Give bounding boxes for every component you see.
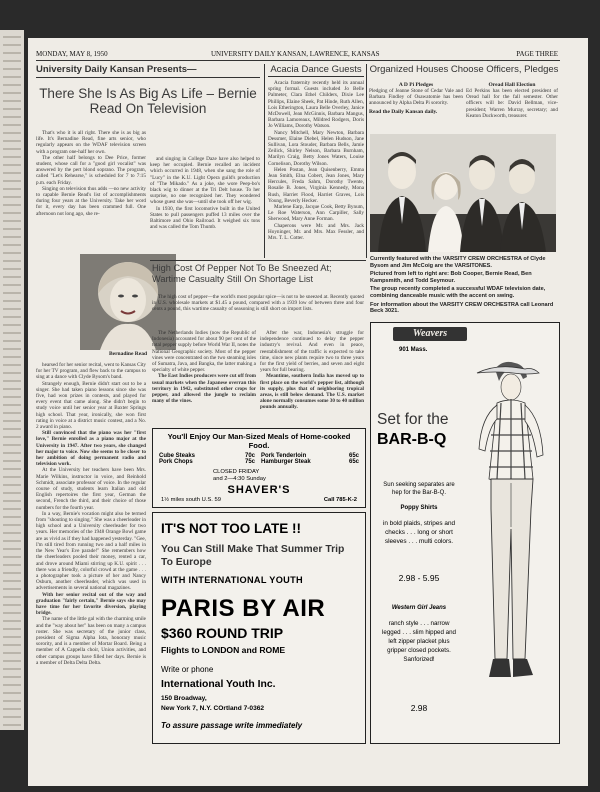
organized-headline: Organized Houses Choose Officers, Pledges: [369, 64, 559, 75]
acacia-headline: Acacia Dance Guests: [268, 64, 364, 77]
travel-h3: WITH INTERNATIONAL YOUTH: [161, 575, 303, 585]
pepper-para: After the war, Indonesia's struggle for independence continued to delay the pepper industry's revival. And even in peace, reestablishment of the traffic is expected to take time, since new plants require two to three years for the first yield of berries, and seven and eight years for full bearing.: [260, 330, 364, 374]
shavers-name: SHAVER'S: [227, 484, 291, 496]
poppy-shirts-price: 2.98 - 5.95: [398, 573, 440, 583]
weavers-logo: Weavers: [412, 328, 448, 339]
feature-para-bold: With her senior recital out of the way and graduation "fairly certain," Bernie says she may have time for her favorite diversion, playing bridge.: [36, 591, 146, 617]
varsity-cap-line: The group recently completed a successful WDAF television date, combining danceable music with the accent on swing.: [370, 286, 546, 299]
pepper-headline: High Cost Of Pepper Not To Be Sneezed At; Wartime Casualty Still On Shortage List: [152, 263, 332, 284]
menu-item: [261, 459, 359, 465]
jeans-desc: ranch style . . . narrow legged . . . slim hipped and left zipper placket plus gripper closed pockets. Sanforized!: [382, 620, 456, 663]
acacia-para: Nancy Mitchell, Mary Newton, Barbara Dessmer, Elaine Diebel, Helen Hudson, Jane Sullivan, Lora Stouder, Barbara Bells, Jamie Zeilick, Shirley Nelson, Barbara Burnham, Marilyn Craig, Betty Jones Waters, Louise Cornelison, Dorothy Wilson.: [268, 129, 364, 167]
menu-item-price: 75c: [244, 459, 255, 465]
feature-para: In 1930, the first locomotive built in the United States to pull passengers puffed 13 miles over the Baltimore and Ohio Railroad. It weighed six tons and was called the Tom Thumb.: [150, 205, 260, 231]
column-rule: [366, 64, 367, 258]
closed-label: CLOSED: [213, 469, 237, 475]
travel-write: Write or phone: [161, 665, 214, 674]
acacia-para: Acacia fraternity recently held its annual spring formal. Guests included Jo Belle Palmeter, Clara Ethel Childers, Dixie Lee Phillips, Elaine Sheek, Pat Hinde, Ruth Allen, Lois Etherington, Laura Belle Overley, Janice McDowell, Jean McGinnis, Barbara Mangus, Barbara Lamoreaux, Mildred Rodgers, Doris Jo Williams, Dorothy Watson.: [268, 80, 364, 130]
jeans-price: 2.98: [410, 703, 428, 713]
menu-item-price: 65c: [348, 459, 359, 465]
acacia-para: Marlene Earp, Jacque Cook, Betty Bynum, Le Roe Waterson, Ann Carpiller, Sally Sherwood, Mary Anne Forman.: [268, 204, 364, 223]
pepper-col2: [260, 330, 364, 426]
travel-h2: You Can Still Make That Summer Trip To Europe: [161, 544, 345, 568]
varsitones-photo: [370, 134, 556, 252]
feature-col1-bottom: [36, 362, 146, 746]
menu-item-name: Hamburger Steak: [261, 459, 311, 465]
feature-headline: There She Is As Big As Life – Bernie Read On Television: [39, 86, 257, 116]
weavers-h1: Set for the: [377, 411, 449, 428]
travel-company: International Youth Inc.: [161, 679, 276, 690]
feature-para: The other half belongs to Dee Price, former student, whose call for a "good girl vocalist" was answered by the pert blond soprano. The program, called "Let's Rehearse," is scheduled for 7 to 7:15 p.m. each Friday.: [36, 154, 146, 186]
shavers-ad: [152, 428, 366, 508]
weavers-address: 901 Mass.: [399, 347, 428, 353]
pepper-para-bold: Meantime, southern India has moved up to first place on the world's pepper list, although its supply, plus that of neighboring tropical areas, is still below demand. The U.S. market alone normally consumes some 30 to 40 million pounds annually.: [260, 373, 364, 411]
oread-subhead: Oread Hall Election: [488, 82, 536, 88]
feature-para: and singing in College Daze have also helped to keep her occupied. Bernie recalled an incident which occurred in 1948, when she sang the role of "Lucy" in the K.U. Light Opera guild's production of "The Mikado." As a joke, she wore Peep-bo's black wig to dinner at the Tri Delt house. To her surprise, no one recognized her. They wondered whose guest she was—until she took off her wig.: [150, 156, 260, 206]
travel-h4: PARIS BY AIR: [161, 595, 326, 622]
feature-para-bold: Still convinced that the piano was her "first love," Bernie enrolled as a piano major at the University in 1947. After two years, she changed her major to voice. Now she seems to be closer to her ambition of doing permanent radio and television work.: [36, 430, 146, 468]
acacia-body: [268, 80, 364, 256]
menu-item: [159, 459, 255, 465]
shavers-headline: You'll Enjoy Our Man-Sized Meals of Home-cooked Food.: [167, 432, 351, 450]
menu-item-price: 70c: [244, 453, 255, 459]
travel-destinations: Flights to LONDON and ROME: [161, 645, 286, 655]
travel-address1: 150 Broadway,: [161, 695, 207, 702]
closed-sunday: and 2—4:30 Sunday: [213, 475, 266, 482]
closed-day: FRIDAY: [238, 469, 260, 475]
masthead-paper: UNIVERSITY DAILY KANSAN, LAWRENCE, KANSAS: [211, 50, 380, 58]
travel-tail: To assure passage write immediately: [161, 721, 303, 730]
feature-col1-top: [36, 130, 146, 248]
menu-right: [261, 453, 359, 465]
masthead: [36, 50, 560, 61]
pepper-lede: [152, 294, 364, 328]
feature-para: At the University her teachers have been Mrs. Marie Wilkins, instructor in voice, and Reinhold Schmidt, associate professor of voice. In the regular course of study, students learn Italian and old English repertoires the first year, German the second, French the third, and their choice of those numbers for the fourth year.: [36, 467, 146, 511]
feature-para: Singing on television thus adds —no new activity to capable Bernie Read's list of accomplishments during four years at the University. Take her word for it, every day has been crammed full. One afternoon not long ago, she re-: [36, 185, 146, 217]
feature-para: That's who it is all right. There she is as big as life. It's Bernadine Read, fine arts senior, who regularly appears on the WDAF television screen with a program one-half her own.: [36, 130, 146, 155]
menu-left: [159, 453, 255, 465]
acacia-para: Chaperons were Mr. and Mrs. Jack Hoyninger, Mr. and Mrs. Max Fessler, and Mrs. T. L. Cotter.: [268, 222, 364, 242]
travel-h1: IT'S NOT TOO LATE !!: [161, 521, 301, 536]
pepper-para: The Netherlands Indies (now the Republic of Indonesia) accounted for about 90 per cent of the total pepper supply before World War II, notes the National Geographic society. Most of the pepper vines were concentrated on the two steaming isles of Sumatra, Java, and Bangka, the latter making a specialty of white pepper.: [152, 330, 256, 374]
menu-item-name: Pork Chops: [159, 459, 193, 465]
rule: [150, 260, 366, 261]
feature-col2-top: [150, 156, 260, 260]
varsity-cap-line: For information about the VARSITY CREW ORCHESTRA call Leonard Beck 3021.: [370, 301, 554, 315]
pepper-col1: [152, 330, 256, 426]
pepper-para-bold: The East Indies producers were cut off from usual markets when the Japanese overran this territory in 1942, substituted other crops for pepper, and allowed the jungle to reclaim many of the vines.: [152, 373, 256, 405]
feature-para: hearsed for her senior recital, went to Kansas City for her TV program, and flew back to the campus to sing at a dance with Clyde Bysom's band.: [36, 362, 146, 381]
weavers-h2: BAR-B-Q: [377, 431, 447, 448]
menu-item-price: 65c: [348, 453, 359, 459]
column-rule: [264, 64, 265, 258]
oread-body: Ed Perkins has been elected president of Oread hall for the fall semester. Other officers will be: David Bellman, vice-president; Warren Murray, secretary; and Keaton Duckworth, treasurer.: [466, 88, 558, 119]
menu-item-name: Cube Steaks: [159, 453, 196, 459]
adpi-subhead: A D Pi Pledges: [398, 82, 434, 88]
hours: [213, 469, 313, 483]
weavers-ad: [370, 322, 560, 744]
feature-kicker-wrap: [36, 64, 260, 84]
weavers-logo-plate: [393, 327, 467, 341]
adjacent-page-edge: [0, 30, 24, 730]
varsitones-illustration: [370, 134, 556, 252]
read-kansan-promo: Read the Daily Kansan daily.: [369, 108, 438, 115]
varsity-caption: [370, 256, 556, 316]
shavers-phone: Call 785-K-2: [323, 497, 357, 503]
poppy-shirts-title: Poppy Shirts: [400, 505, 438, 511]
pepper-para: The high cost of pepper—the world's most popular spice—is not to be sneezed at. Recently quoted in U.S. wholesale markets at $1.45 a pound, compared with a 1939 low of between three and four cents a pound, this wartime casualty of seasoning is still short on import lists.: [152, 294, 364, 313]
adpi-body: Pledging of Jeanne Stone of Cedar Vale and Barbara Findley of Osawatomie has been announced by Alpha Delta Pi sorority.: [369, 88, 463, 107]
masthead-page: PAGE THREE: [516, 50, 558, 58]
adpi-block: [369, 82, 463, 132]
jeans-title: Western Girl Jeans: [391, 605, 447, 611]
travel-price: $360 ROUND TRIP: [161, 625, 284, 641]
feature-kicker: University Daily Kansan Presents—: [36, 64, 260, 78]
travel-address2: New York 7, N.Y. COrtland 7-0362: [161, 705, 265, 712]
feature-para: In a way, Bernie's vocation might also be termed from "shouting to singing." She was a cheerleader in high school and a University cheerleader for two years. Her memories of the 1948 Orange Bowl game are as vivid as if they had happened yesterday. "Gee, I'm still tired from running two and a half miles in the New Year's Eve parade!" She remembers how the cheerleaders pooled their money, rented a car, and drove around Miami stirring up K.U. spirit . . . there was a friendly, colorful crowd at the game . . . a photographer took a picture of her and Nancy Osburn, another cheerleader, which was used in advertisements in several national magazines.: [36, 510, 146, 592]
feature-para: Strangely enough, Bernie didn't start out to be a singer. She had taken piano lessons since she was five, had won prizes in contests, and played for every event that came along. She didn't begin to study voice until her senior year at Baxter Springs high school. That year, ironically, she won first rating in voice at a district music contest, and a No. 2 award in piano.: [36, 380, 146, 431]
varsity-cap-line: Currently featured with the VARSITY CREW ORCHESTRA of Clyde Bysom and Jim McCoig are the VARSITONES.: [370, 256, 546, 269]
poppy-shirts-desc: in bold plaids, stripes and checks . . . long or short sleeves . . . multi colors.: [382, 520, 456, 545]
feature-para: The name of the little gal with the charming smile and the "way about her" has been on many a campus roster. She was secretary of the junior class, president of Sigma Alpha Iota, honorary music sorority, and is a member of Mortar Board. Being a member of A Cappella choir, Union activities, and other campus groups have filled her days. Bernie is a member of Delta Delta Delta.: [36, 616, 146, 666]
travel-ad: [152, 512, 366, 744]
menu-item-name: Pork Tenderloin: [261, 453, 307, 459]
oread-block: [466, 82, 558, 132]
fashion-figure-illustration: [467, 359, 557, 739]
photo-caption: Bernadine Read: [108, 351, 148, 357]
acacia-para: Helen Postan, Jean Quisenberry, Emma Jean Smith, Elna Cobert, Jean Jones, Mary Hercules, Freda Sahm, Dorothy Twente, Rosalie B. Jones, Virginia Kennedy, Mona Rush, Harriet Flood, Harriet Graves, Lois Young, Beverly Hecker.: [268, 166, 364, 204]
shavers-location: 1½ miles south U.S. 59: [161, 497, 221, 503]
varsity-cap-line: Pictured from left to right are: Bob Cooper, Bernie Read, Ben Kampsmith, and Todd Seymour.: [370, 271, 532, 284]
weavers-sub: Sun seeking separates are hep for the Bar-B-Q.: [383, 482, 455, 496]
masthead-date: MONDAY, MAY 8, 1950: [36, 50, 108, 58]
